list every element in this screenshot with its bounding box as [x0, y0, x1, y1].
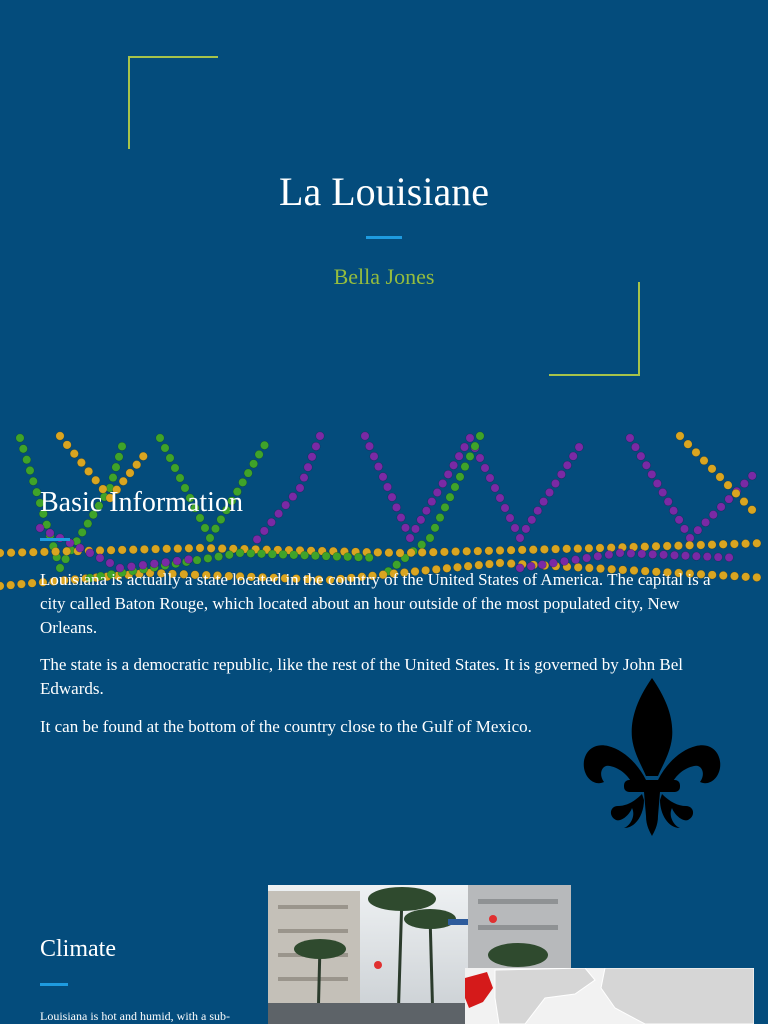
paragraph-capital: Louisiana is actually a state located in the country of the United States of America. The capital is a city called Baton Rouge, which located about an hour outside of the most populated city, New Orleans.: [40, 570, 711, 637]
corner-bracket-bottom-right: [549, 282, 640, 376]
corner-bracket-top-left: [128, 56, 218, 149]
slide-title: La Louisiane: [279, 169, 489, 214]
world-map: [465, 968, 754, 1024]
climate-paragraph: Louisiana is hot and humid, with a sub-: [40, 1009, 230, 1023]
author-name: Bella Jones: [333, 264, 435, 289]
climate-accent-line: [40, 983, 68, 986]
climate-heading: Climate: [40, 936, 116, 962]
fleur-de-lis-icon: [580, 676, 724, 838]
basic-information-heading: Basic Information: [40, 487, 243, 518]
title-accent-line: [366, 236, 402, 239]
paragraph-location: It can be found at the bottom of the country close to the Gulf of Mexico.: [40, 717, 532, 736]
paragraph-government: The state is a democratic republic, like the rest of the United States. It is governed by John Bel Edwards.: [40, 655, 683, 698]
basic-accent-line: [40, 538, 70, 541]
